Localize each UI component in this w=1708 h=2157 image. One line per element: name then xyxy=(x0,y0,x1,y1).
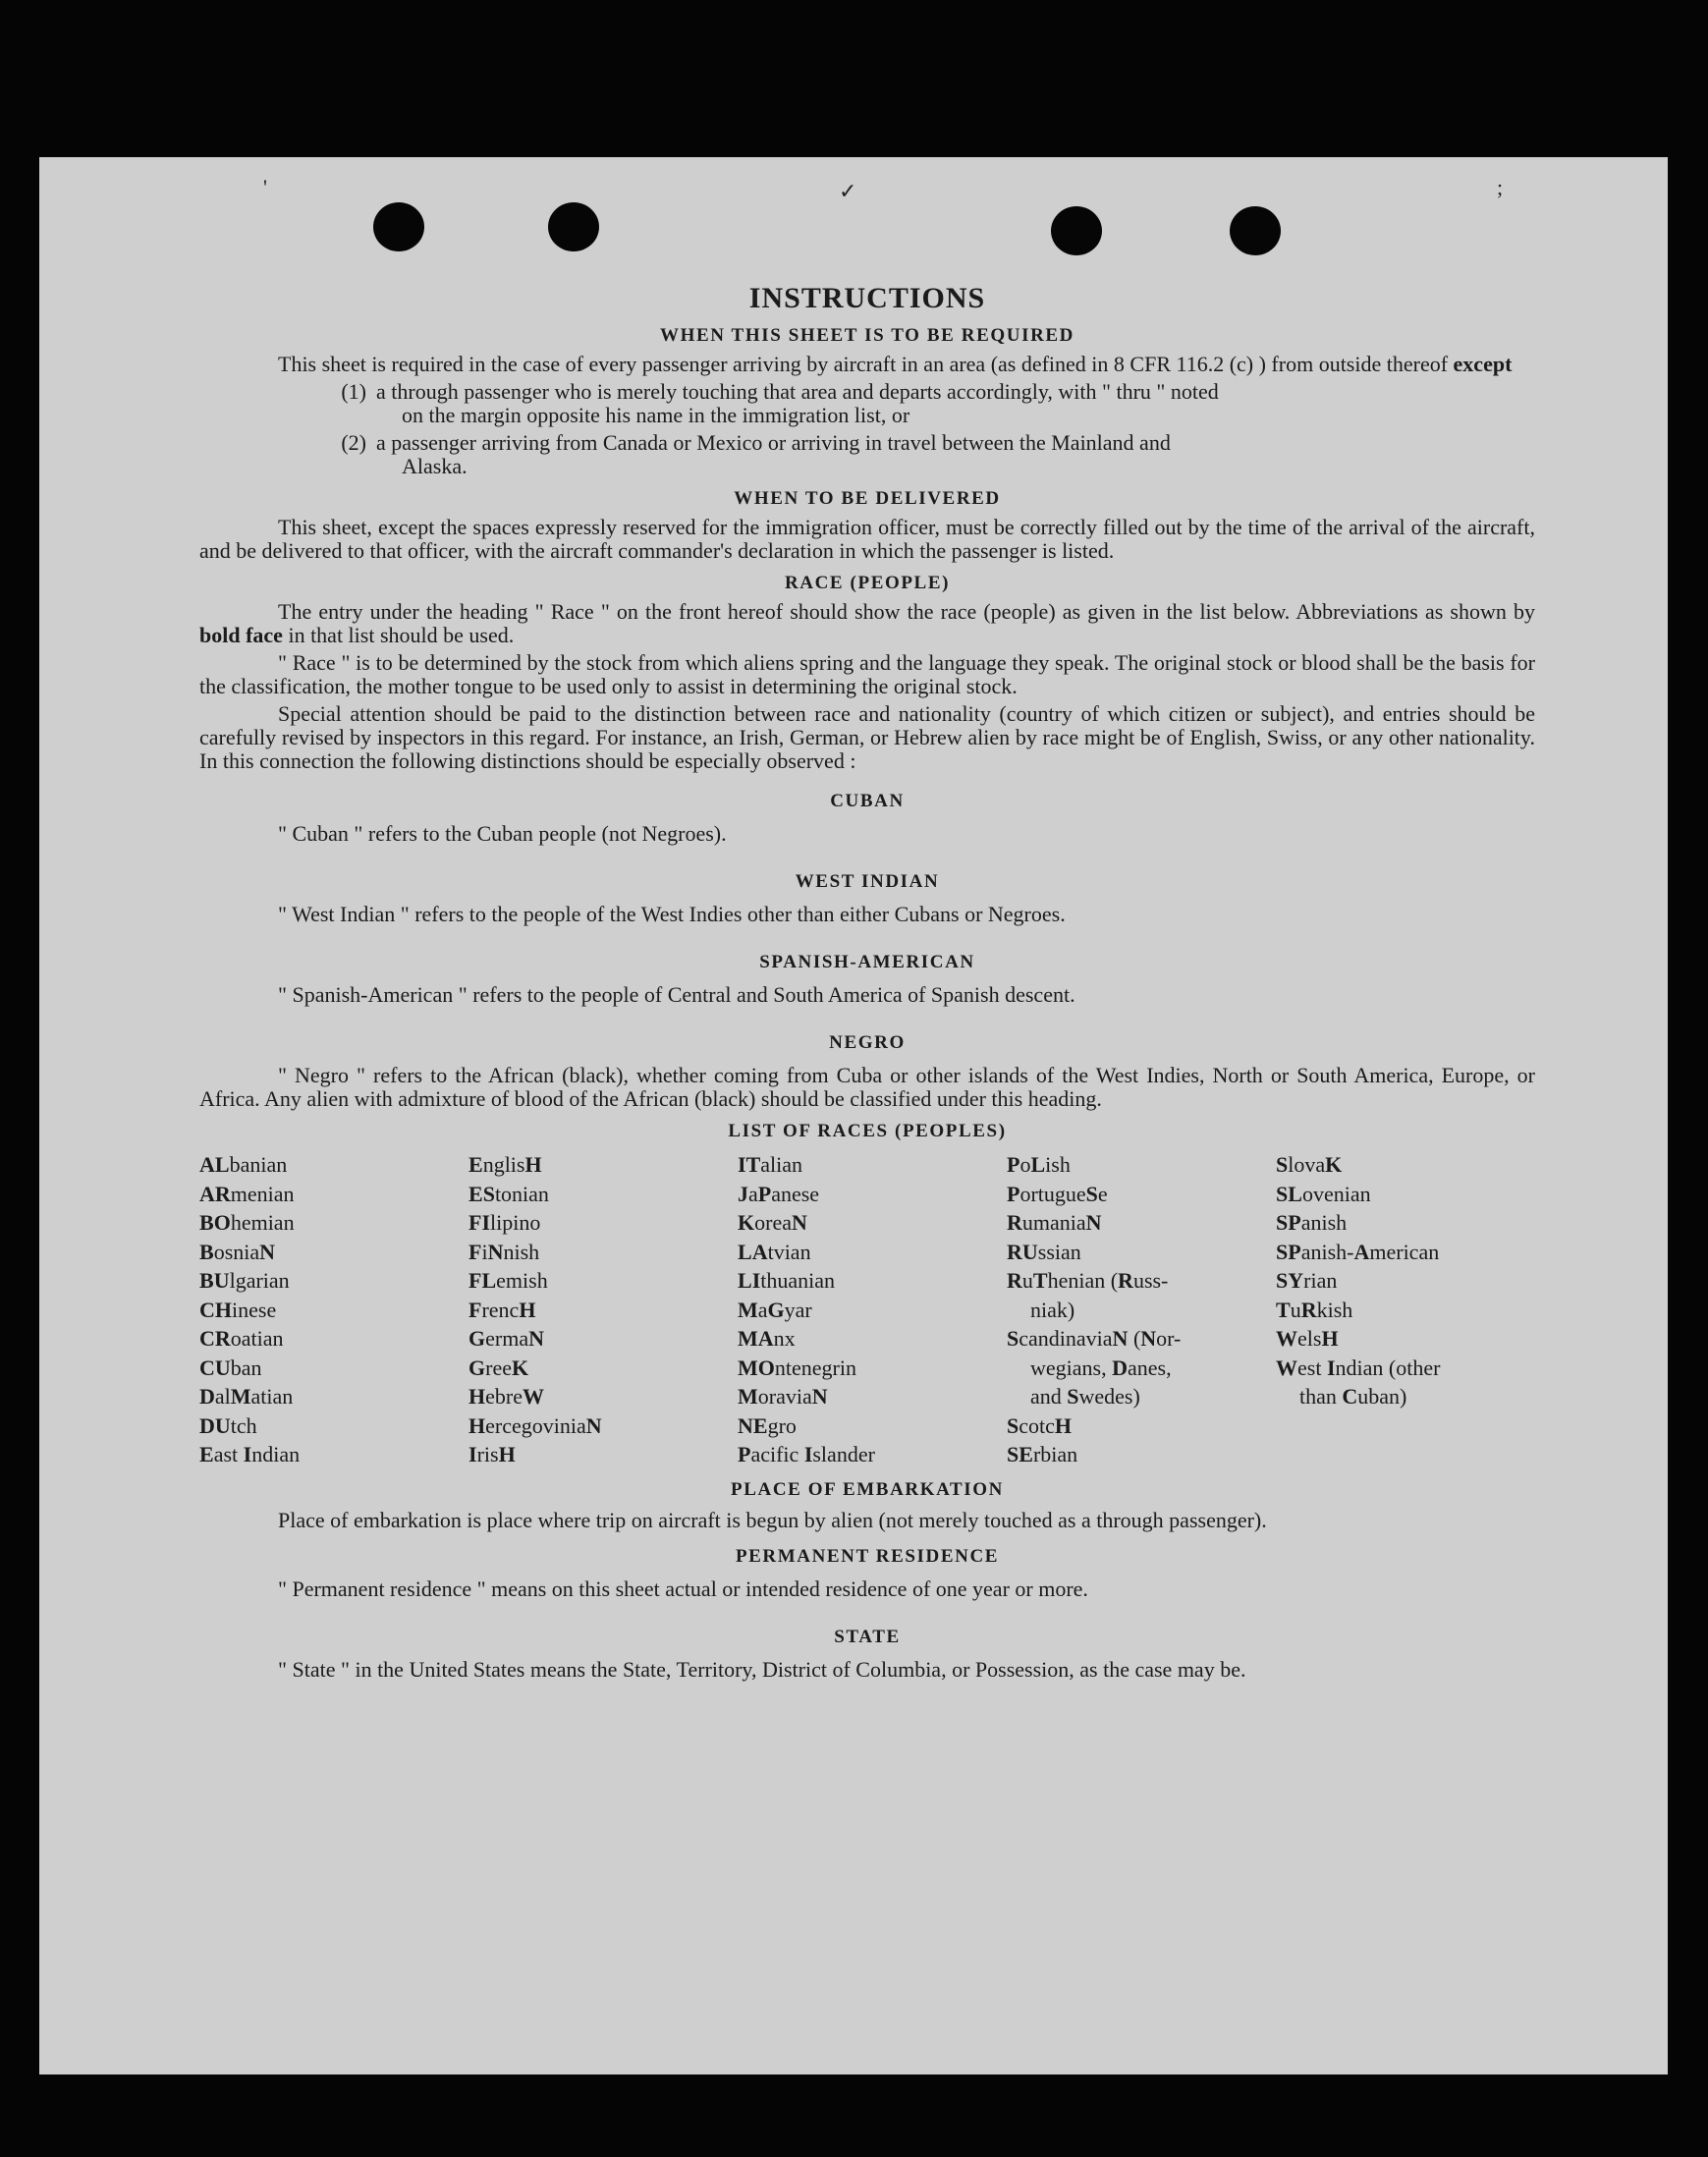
race-entry: DUtch xyxy=(199,1412,257,1438)
race-entry: JaPanese xyxy=(738,1181,820,1206)
race-entry: FrencH xyxy=(468,1297,536,1322)
residence-text: " Permanent residence " means on this sheet actual or intended residence of one year or more. xyxy=(278,1576,1088,1601)
race-entry: RUssian xyxy=(1007,1239,1081,1264)
race-entry: than Cuban) xyxy=(1299,1384,1407,1409)
race-entry: FLemish xyxy=(468,1268,548,1293)
race-entry xyxy=(1276,1440,1535,1469)
stray-mark: ; xyxy=(1497,175,1504,199)
race-entry: SPanish xyxy=(1276,1210,1348,1235)
race-entry: East Indian xyxy=(199,1442,301,1466)
race-entry: GreeK xyxy=(468,1355,529,1380)
race-entry: BosniaN xyxy=(199,1239,276,1264)
punch-hole xyxy=(1230,206,1281,255)
section-heading-race: RACE (PEOPLE) xyxy=(784,573,951,593)
race-entry: BUlgarian xyxy=(199,1268,290,1293)
section-heading-residence: PERMANENT RESIDENCE xyxy=(735,1545,1000,1567)
race-entry: LAtvian xyxy=(738,1239,811,1264)
race-entry: MOntenegrin xyxy=(738,1355,856,1380)
race-paragraph-3: Special attention should be paid to the distinction between race and nationality (country of which citizen or subject), and entries should be carefully revised by inspectors in this regard. For instance, an Irish, German, or Hebrew alien by race might be of English, Swiss, or any other nationality. In this connection the following distinctions should be especially observed : xyxy=(199,701,1535,773)
exception-item-1: (1) a through passenger who is merely touching that area and departs accordingly, with " thru " noted on the margin opposite his name in the immigration list, or xyxy=(341,379,1219,427)
race-entry: PoLish xyxy=(1007,1152,1071,1177)
race-entry: ScandinaviaN (Nor- xyxy=(1007,1326,1182,1351)
exception-item-2: (2) a passenger arriving from Canada or Mexico or arriving in travel between the Mainland and Alaska. xyxy=(341,430,1171,478)
race-entry: IrisH xyxy=(468,1442,516,1466)
race-entry: MAnx xyxy=(738,1326,796,1351)
race-entry: WelsH xyxy=(1276,1326,1339,1351)
race-entry: DalMatian xyxy=(199,1384,294,1409)
section-heading-state: STATE xyxy=(834,1626,901,1647)
race-entry: GermaN xyxy=(468,1326,544,1351)
section-heading-cuban: CUBAN xyxy=(830,791,905,811)
races-list xyxy=(199,1150,1535,1469)
section-heading-embarkation: PLACE OF EMBARKATION xyxy=(731,1478,1004,1500)
page-title: INSTRUCTIONS xyxy=(748,282,986,314)
race-entry: SlovaK xyxy=(1276,1152,1343,1177)
embarkation-text: Place of embarkation is place where trip on aircraft is begun by alien (not merely touched as a through passenger). xyxy=(278,1507,1267,1532)
document-sheet xyxy=(39,157,1668,2074)
instructions-content xyxy=(199,282,1535,1682)
race-entry: CRoatian xyxy=(199,1326,284,1351)
punch-hole xyxy=(373,202,424,251)
section-heading-negro: NEGRO xyxy=(829,1032,906,1053)
race-entry: RuThenian (Russ- xyxy=(1007,1268,1169,1293)
race-entry: MoraviaN xyxy=(738,1384,828,1409)
race-entry: KoreaN xyxy=(738,1210,807,1235)
race-paragraph-1: The entry under the heading " Race " on the front hereof should show the race (people) as given in the list below. Abbreviations as shown by bold face in that list should be used. xyxy=(199,599,1535,647)
race-entry: CHinese xyxy=(199,1297,277,1322)
punch-hole xyxy=(1051,206,1102,255)
west-indian-text: " West Indian " refers to the people of the West Indies other than either Cubans or Negroes. xyxy=(278,902,1066,926)
race-entry: niak) xyxy=(1030,1297,1075,1322)
race-entry: ITalian xyxy=(738,1152,803,1177)
race-entry: SPanish-American xyxy=(1276,1239,1440,1264)
race-entry: SErbian xyxy=(1007,1442,1078,1466)
race-entry: BOhemian xyxy=(199,1210,295,1235)
section-heading-when-delivered: WHEN TO BE DELIVERED xyxy=(734,488,1001,509)
race-entry: EnglisH xyxy=(468,1152,542,1177)
spanish-american-text: " Spanish-American " refers to the people of Central and South America of Spanish descent. xyxy=(278,982,1075,1007)
race-entry: HercegoviniaN xyxy=(468,1412,602,1438)
race-entry xyxy=(1276,1411,1535,1441)
race-entry: ScotcH xyxy=(1007,1412,1073,1438)
race-entry: SYrian xyxy=(1276,1268,1338,1293)
negro-text: " Negro " refers to the African (black), whether coming from Cuba or other islands of the West Indies, North or South America, Europe, or Africa. Any alien with admixture of blood of the African (black) should be classified under this heading. xyxy=(199,1063,1535,1111)
race-entry: wegians, Danes, xyxy=(1030,1355,1172,1380)
race-entry: HebreW xyxy=(468,1384,544,1409)
when-required-intro: This sheet is required in the case of every passenger arriving by aircraft in an area (as defined in 8 CFR 116.2 (c) ) from outside thereof except xyxy=(278,352,1513,376)
race-entry: RumaniaN xyxy=(1007,1210,1102,1235)
state-text: " State " in the United States means the State, Territory, District of Columbia, or Possession, as the case may be. xyxy=(278,1656,1246,1682)
race-entry: SLovenian xyxy=(1276,1181,1371,1206)
punch-hole xyxy=(548,202,599,251)
race-entry: PortugueSe xyxy=(1007,1181,1108,1206)
race-entry: MaGyar xyxy=(738,1297,812,1322)
cuban-text: " Cuban " refers to the Cuban people (not Negroes). xyxy=(278,821,727,846)
race-entry: NEgro xyxy=(738,1412,797,1438)
race-paragraph-2: " Race " is to be determined by the stock from which aliens spring and the language they speak. The original stock or blood shall be the basis for the classification, the mother tongue to be used only to assist in determining the original stock. xyxy=(199,650,1535,698)
race-entry: TuRkish xyxy=(1276,1297,1353,1322)
race-entry: LIthuanian xyxy=(738,1268,836,1293)
section-heading-west-indian: WEST INDIAN xyxy=(795,871,940,892)
race-entry: CUban xyxy=(199,1355,262,1380)
race-entry: ARmenian xyxy=(199,1181,295,1206)
section-heading-list-of-races: LIST OF RACES (PEOPLES) xyxy=(728,1121,1007,1141)
race-entry: and Swedes) xyxy=(1030,1384,1140,1409)
section-heading-spanish-american: SPANISH-AMERICAN xyxy=(759,952,975,972)
race-entry: West Indian (other xyxy=(1276,1355,1441,1380)
race-entry: FiNnish xyxy=(468,1239,540,1264)
stray-mark: ' xyxy=(263,175,267,199)
section-heading-when-required: WHEN THIS SHEET IS TO BE REQUIRED xyxy=(659,325,1075,346)
race-entry: ALbanian xyxy=(199,1152,288,1177)
race-entry: EStonian xyxy=(468,1181,549,1206)
race-entry: FIlipino xyxy=(468,1210,541,1235)
stray-mark: ✓ xyxy=(839,179,857,203)
when-delivered-text: This sheet, except the spaces expressly reserved for the immigration officer, must be correctly filled out by the time of the arrival of the aircraft, and be delivered to that officer, with the aircraft commander's declaration in which the passenger is listed. xyxy=(199,515,1535,563)
race-entry: Pacific Islander xyxy=(738,1442,875,1466)
